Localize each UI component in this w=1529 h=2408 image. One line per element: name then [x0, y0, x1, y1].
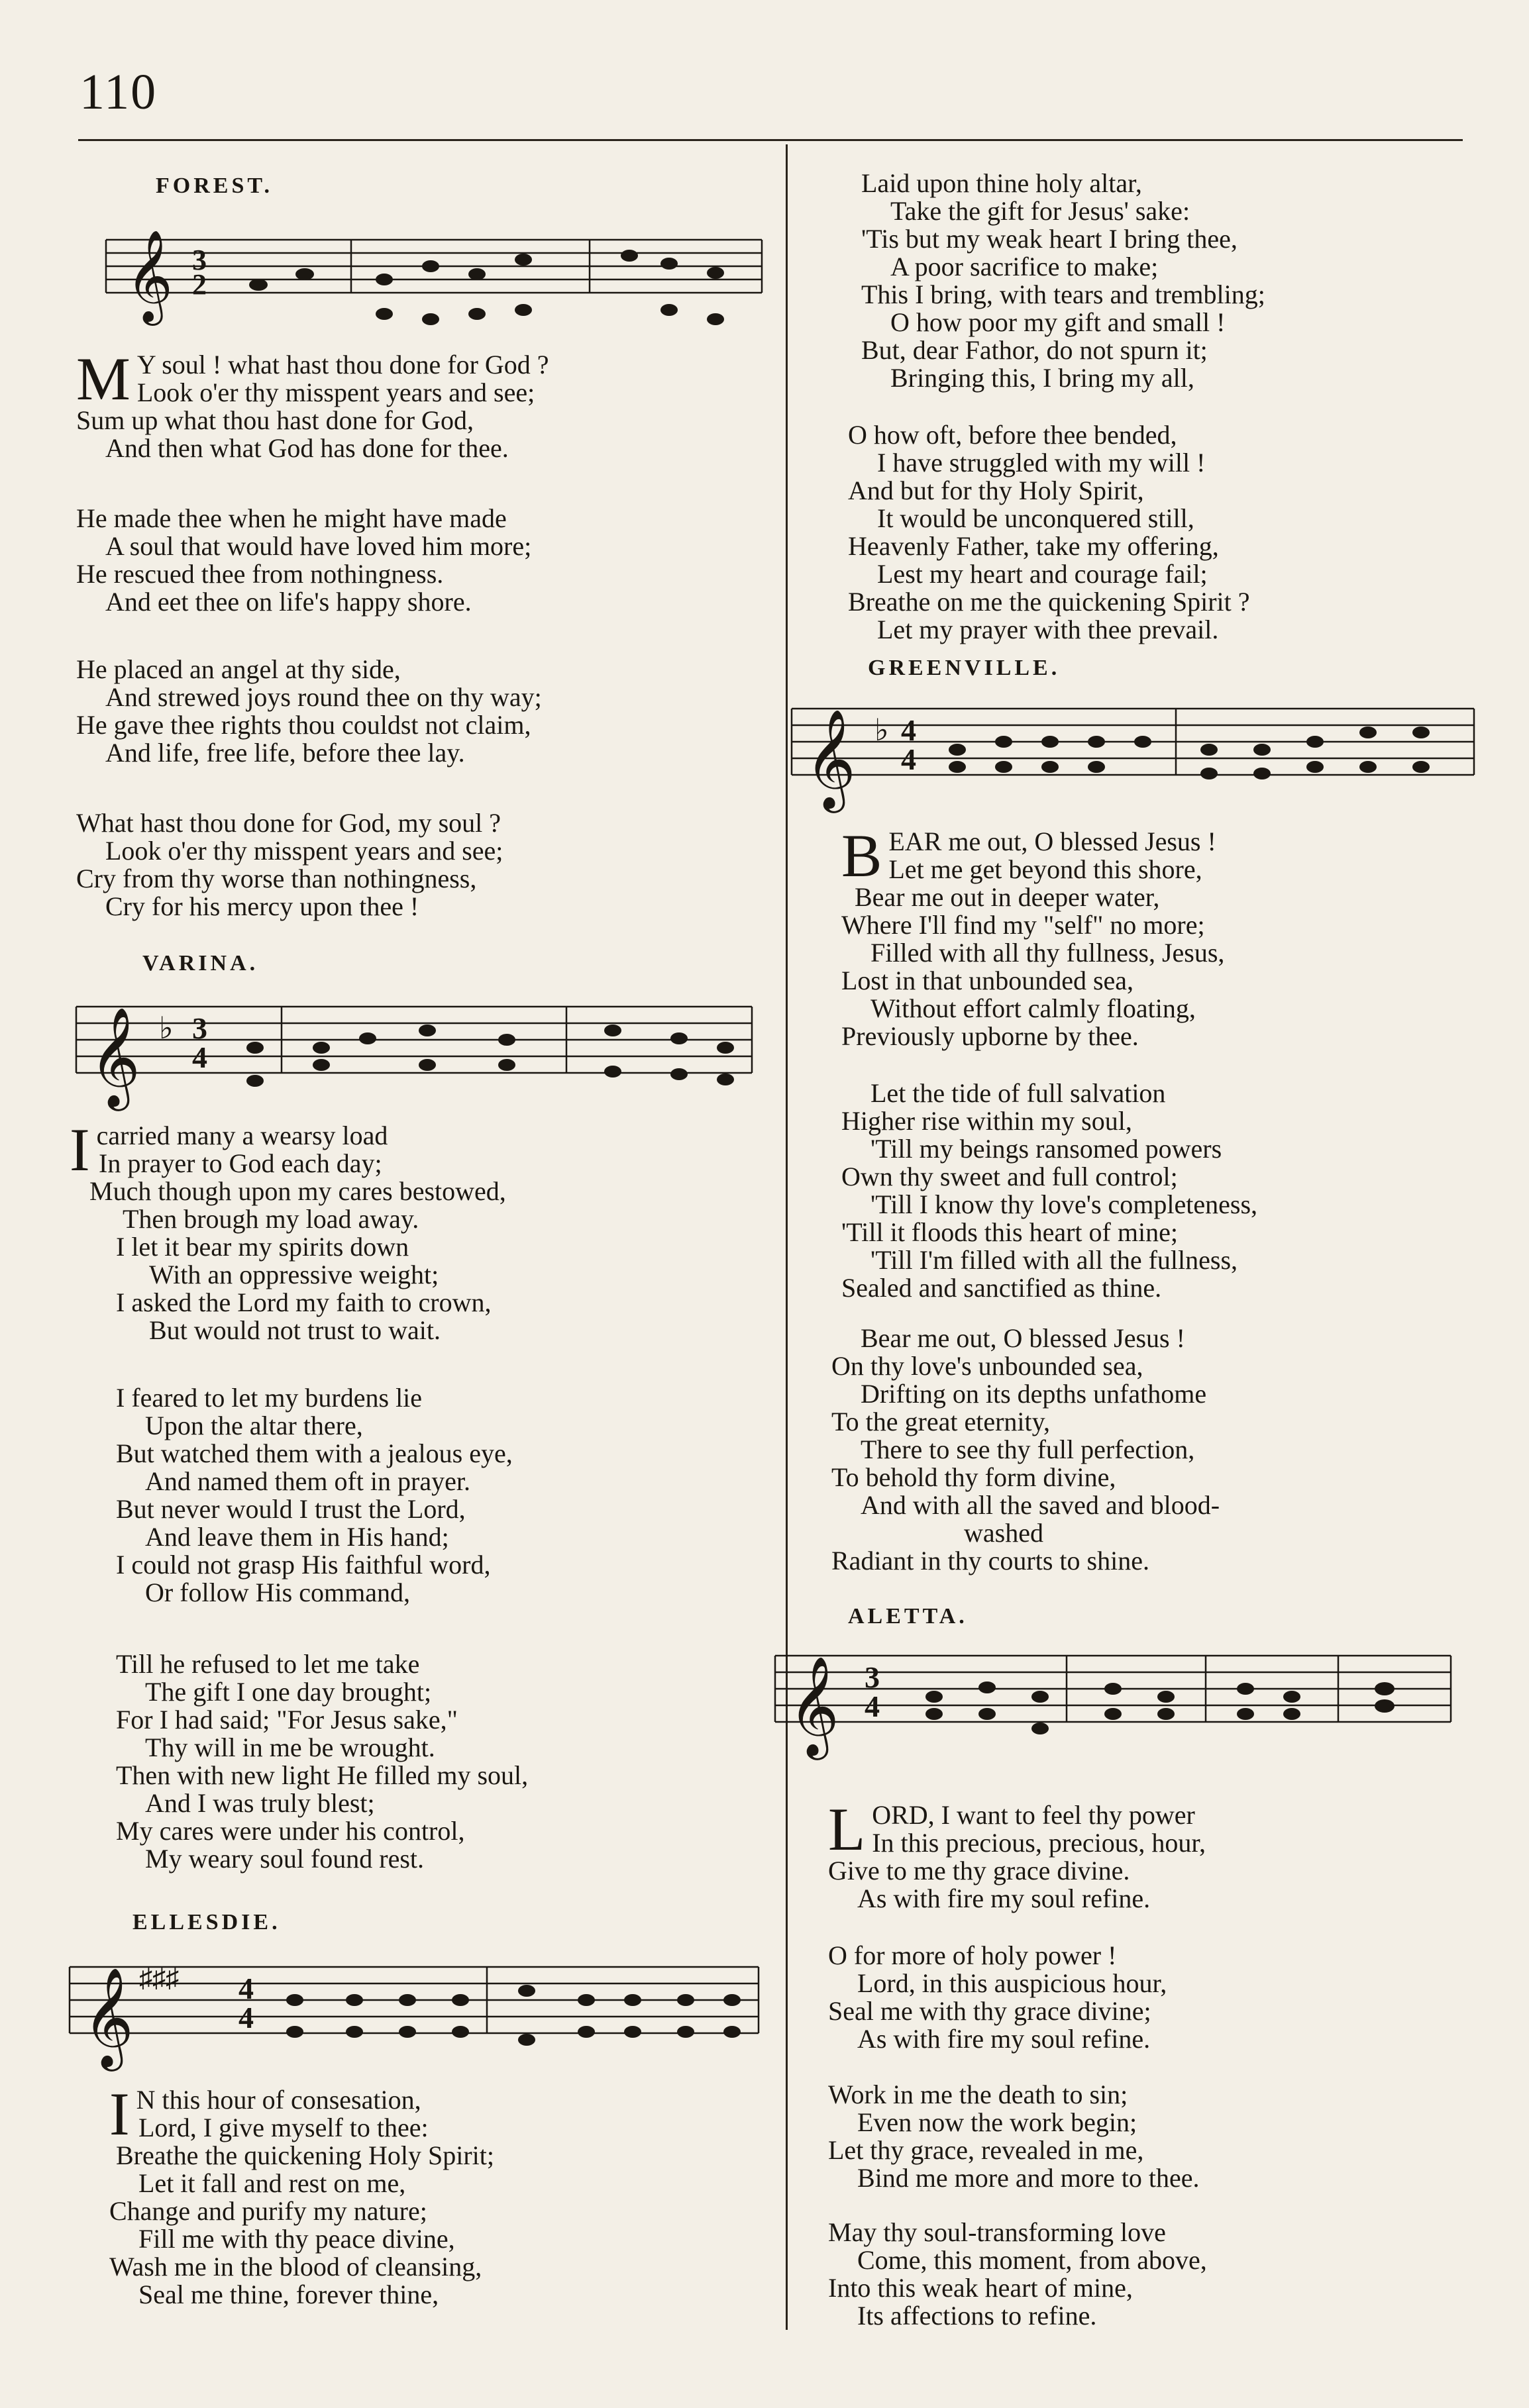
music-staff [768, 1636, 1464, 1768]
tune-name: ELLESDIE. [132, 1910, 281, 1934]
verse-line: Without effort calmly floating, [870, 993, 1196, 1023]
svg-text:𝄞: 𝄞 [126, 232, 173, 320]
verse-line: To behold thy form divine, [831, 1462, 1116, 1492]
verse-line: Where I'll find my "self" no more; [841, 910, 1205, 940]
stanza [76, 809, 503, 921]
stanza [841, 822, 1225, 1051]
verse-line: I let it bear my spirits down [116, 1232, 409, 1262]
verse-line: Filled with all thy fullness, Jesus, [870, 938, 1225, 968]
drop-cap: I [70, 1116, 90, 1183]
stanza [116, 1650, 528, 1873]
verse-line: A poor sacrifice to make; [890, 252, 1159, 281]
tune-name: GREENVILLE. [868, 656, 1061, 680]
verse-line: And then what God has done for thee. [105, 433, 509, 463]
verse-line: It would be unconquered still, [877, 503, 1194, 533]
verse-line: Heavenly Father, take my offering, [848, 531, 1219, 561]
verse-line: Wash me in the blood of cleansing, [109, 2252, 482, 2282]
verse-line: Look o'er thy misspent years and see; [105, 836, 503, 866]
stanza [70, 1116, 506, 1345]
verse-line: Till he refused to let me take [116, 1649, 420, 1679]
music-staff [63, 1947, 772, 2080]
verse-line: And life, free life, before thee lay. [105, 738, 465, 768]
verse-line: Breathe the quickening Holy Spirit; [116, 2140, 494, 2170]
verse-line: My weary soul found rest. [145, 1844, 425, 1874]
verse-line: Its affections to refine. [857, 2301, 1097, 2331]
verse-line: But watched them with a jealous eye, [116, 1438, 513, 1468]
stanza [116, 1384, 513, 1607]
svg-text:2: 2 [192, 268, 207, 301]
music-staff [99, 213, 775, 346]
verse-line: I could not grasp His faithful word, [116, 1550, 491, 1580]
verse-line: Previously upborne by thee. [841, 1021, 1139, 1051]
verse-line: Come, this moment, from above, [857, 2245, 1207, 2275]
stanza [861, 170, 1265, 392]
verse-line: Or follow His command, [145, 1578, 410, 1607]
stanza [76, 505, 531, 616]
verse-line: Thy will in me be wrought. [145, 1732, 435, 1762]
svg-text:♯♯♯: ♯♯♯ [139, 1963, 179, 1993]
column-divider [786, 144, 788, 2330]
verse-line: Breathe on me the quickening Spirit ? [848, 587, 1250, 617]
verse-line: My cares were under his control, [116, 1816, 465, 1846]
verse-line: 'Till it floods this heart of mine; [841, 1217, 1178, 1247]
svg-text:4: 4 [238, 2001, 254, 2034]
verse-line: 'Till I know thy love's completeness, [870, 1189, 1258, 1219]
verse-line: Bind me more and more to thee. [857, 2163, 1200, 2193]
stanza [841, 1079, 1257, 1302]
verse-line: Into this weak heart of mine, [828, 2273, 1133, 2303]
svg-text:𝄞: 𝄞 [83, 1970, 134, 2066]
stanza [76, 656, 542, 767]
svg-text:𝄞: 𝄞 [89, 1010, 140, 1105]
header-rule [78, 139, 1463, 141]
verse-line: Radiant in thy courts to shine. [831, 1546, 1149, 1576]
verse-line: O for more of holy power ! [828, 1940, 1117, 1970]
svg-text:𝄞: 𝄞 [805, 712, 856, 807]
verse-line: Look o'er thy misspent years and see; [136, 377, 535, 407]
verse-line: Bear me out in deeper water, [855, 882, 1160, 912]
verse-line: A soul that would have loved him more; [105, 531, 532, 561]
drop-cap: I [109, 2080, 130, 2148]
verse-line: Give to me thy grace divine. [828, 1856, 1130, 1885]
verse-line: And with all the saved and blood- [861, 1490, 1220, 1520]
svg-text:4: 4 [192, 1040, 207, 1074]
verse-line: Even now the work begin; [857, 2107, 1137, 2137]
verse-line: Seal me thine, forever thine, [138, 2280, 439, 2309]
stanza [109, 2080, 494, 2309]
verse-line: Drifting on its depths unfathome [861, 1379, 1207, 1409]
verse-line: ORD, I want to feel thy power [872, 1800, 1195, 1830]
stanza [831, 1325, 1220, 1575]
verse-line: washed [964, 1518, 1043, 1548]
svg-text:♭: ♭ [159, 1011, 174, 1045]
verse-line: Lord, I give myself to thee: [138, 2113, 429, 2142]
verse-line: And but for thy Holy Spirit, [848, 476, 1144, 505]
verse-line: And I was truly blest; [145, 1788, 375, 1818]
verse-line: O how oft, before thee bended, [848, 420, 1177, 450]
verse-line: Take the gift for Jesus' sake: [890, 196, 1190, 226]
verse-line: In this precious, precious, hour, [872, 1828, 1206, 1858]
svg-text:♭: ♭ [874, 713, 889, 747]
verse-line: I have struggled with my will ! [877, 448, 1206, 477]
verse-line: 'Till my beings ransomed powers [870, 1134, 1222, 1164]
verse-line: Sealed and sanctified as thine. [841, 1273, 1162, 1303]
verse-line: As with fire my soul refine. [857, 2024, 1151, 2054]
verse-line: N this hour of consesation, [136, 2085, 421, 2115]
music-staff [70, 987, 772, 1119]
verse-line: Lost in that unbounded sea, [841, 966, 1134, 995]
verse-line: And leave them in His hand; [145, 1522, 449, 1552]
verse-line: Let my prayer with thee prevail. [877, 615, 1219, 644]
drop-cap: L [828, 1795, 866, 1863]
verse-line: carried many a wearsy load [96, 1121, 388, 1150]
verse-line: Bear me out, O blessed Jesus ! [861, 1323, 1185, 1353]
verse-line: The gift I one day brought; [145, 1677, 432, 1707]
verse-line: He made thee when he might have made [76, 503, 507, 533]
verse-line: He placed an angel at thy side, [76, 654, 401, 684]
verse-line: But, dear Fathor, do not spurn it; [861, 335, 1208, 365]
verse-line: I asked the Lord my faith to crown, [116, 1287, 492, 1317]
verse-line: There to see thy full perfection, [861, 1434, 1195, 1464]
drop-cap: B [841, 822, 882, 889]
verse-line: 'Till I'm filled with all the fullness, [870, 1245, 1238, 1275]
verse-line: I feared to let my burdens lie [116, 1383, 423, 1413]
verse-line: Much though upon my cares bestowed, [89, 1176, 506, 1206]
verse-line: In prayer to God each day; [99, 1148, 382, 1178]
tune-name: VARINA. [142, 951, 259, 976]
verse-line: Bringing this, I bring my all, [890, 363, 1194, 393]
tune-name: FOREST. [156, 174, 274, 198]
stanza [828, 1942, 1167, 2053]
verse-line: And strewed joys round thee on thy way; [105, 682, 542, 712]
svg-text:4: 4 [238, 1972, 254, 2005]
svg-text:3: 3 [192, 244, 207, 276]
page-number: 110 [79, 64, 158, 120]
verse-line: Laid upon thine holy altar, [861, 168, 1142, 198]
verse-line: O how poor my gift and small ! [890, 307, 1226, 337]
svg-text:3: 3 [192, 1011, 207, 1045]
stanza [828, 2081, 1200, 2192]
verse-line: And named them oft in prayer. [145, 1466, 470, 1496]
verse-line: Y soul ! what hast thou done for God ? [136, 350, 549, 379]
verse-line: Then with new light He filled my soul, [116, 1760, 529, 1790]
stanza [828, 2219, 1207, 2330]
verse-line: Cry for his mercy upon thee ! [105, 891, 419, 921]
svg-text:4: 4 [901, 742, 916, 776]
stanza [76, 345, 549, 463]
verse-line: But never would I trust the Lord, [116, 1494, 466, 1524]
verse-line: Sum up what thou hast done for God, [76, 405, 474, 435]
verse-line: As with fire my soul refine. [857, 1883, 1151, 1913]
verse-line: And eet thee on life's happy shore. [105, 587, 472, 617]
verse-line: 'Tis but my weak heart I bring thee, [861, 224, 1238, 254]
verse-line: Lest my heart and courage fail; [877, 559, 1208, 589]
verse-line: To the great eternity, [831, 1407, 1051, 1436]
verse-line: Upon the altar there, [145, 1411, 363, 1440]
verse-line: For I had said; "For Jesus sake," [116, 1705, 458, 1734]
verse-line: Let me get beyond this shore, [888, 854, 1202, 884]
verse-line: Fill me with thy peace divine, [138, 2224, 455, 2254]
verse-line: EAR me out, O blessed Jesus ! [888, 827, 1216, 856]
verse-line: What hast thou done for God, my soul ? [76, 808, 501, 838]
verse-line: Then brough my load away. [123, 1204, 419, 1234]
verse-line: Cry from thy worse than nothingness, [76, 864, 477, 893]
verse-line: Work in me the death to sin; [828, 2080, 1128, 2109]
tune-name: ALETTA. [848, 1604, 968, 1629]
verse-line: On thy love's unbounded sea, [831, 1351, 1143, 1381]
verse-line: Let the tide of full salvation [870, 1078, 1166, 1108]
verse-line: With an oppressive weight; [149, 1260, 439, 1289]
verse-line: Seal me with thy grace divine; [828, 1996, 1151, 2026]
verse-line: Lord, in this auspicious hour, [857, 1968, 1167, 1998]
verse-line: Own thy sweet and full control; [841, 1162, 1178, 1191]
svg-text:4: 4 [901, 713, 916, 747]
drop-cap: M [76, 345, 131, 413]
verse-line: He rescued thee from nothingness. [76, 559, 444, 589]
svg-text:4: 4 [865, 1689, 880, 1723]
svg-text:3: 3 [865, 1660, 880, 1694]
verse-line: May thy soul-transforming love [828, 2217, 1166, 2247]
svg-text:𝄞: 𝄞 [788, 1659, 839, 1754]
verse-line: Change and purify my nature; [109, 2196, 427, 2226]
verse-line: Let it fall and rest on me, [138, 2168, 406, 2198]
verse-line: He gave thee rights thou couldst not claim, [76, 710, 531, 740]
verse-line: Let thy grace, revealed in me, [828, 2135, 1144, 2165]
verse-line: Higher rise within my soul, [841, 1106, 1132, 1136]
stanza [848, 421, 1250, 644]
verse-line: But would not trust to wait. [149, 1315, 441, 1345]
music-staff [785, 689, 1487, 821]
verse-line: This I bring, with tears and trembling; [861, 279, 1265, 309]
stanza [828, 1795, 1206, 1913]
